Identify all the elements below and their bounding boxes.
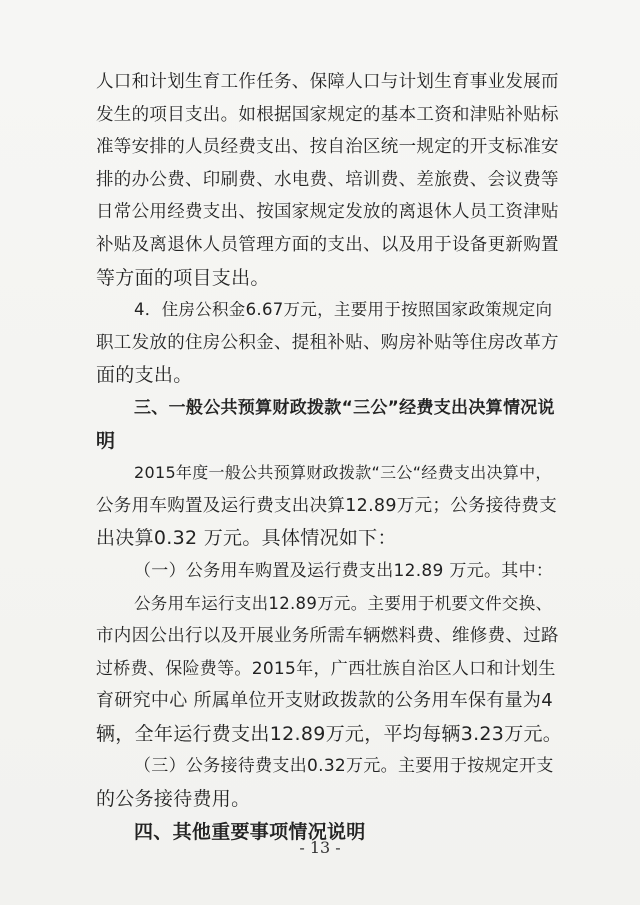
text-line: 出决算0.32 万元。具体情况如下： xyxy=(96,527,397,550)
text-line: 日常公用经费支出、按国家规定发放的离退休人员工资津贴 xyxy=(96,202,559,223)
text-line: 市内因公出行以及开展业务所需车辆燃料费、维修费、过路 xyxy=(96,626,559,647)
section-heading: 三、一般公共预算财政拨款“三公”经费支出决算情况说 xyxy=(134,397,555,418)
text-line: （三）公务接待费支出0.32万元。主要用于按规定开支 xyxy=(134,756,554,777)
text-line: 4．住房公积金6.67万元，主要用于按照国家政策规定向 xyxy=(134,300,553,320)
section-heading: 四、其他重要事项情况说明 xyxy=(134,820,366,843)
page-number: - 13 - xyxy=(299,838,341,857)
text-line: 过桥费、保险费等。2015年，广西壮族自治区人口和计划生 xyxy=(96,658,556,679)
text-line: 发生的项目支出。如根据国家规定的基本工资和津贴补贴标 xyxy=(96,104,559,125)
text-line: （一）公务用车购置及运行费支出12.89 万元。其中： xyxy=(134,560,554,581)
text-line: 的公务接待费用。 xyxy=(96,788,251,811)
text-line: 2015年度一般公共预算财政拨款“三公“经费支出决算中， xyxy=(134,463,552,483)
text-line: 等方面的项目支出。 xyxy=(96,266,270,289)
section-heading: 明 xyxy=(96,429,116,452)
text-line: 职工发放的住房公积金、提租补贴、购房补贴等住房改革方 xyxy=(96,332,559,353)
document-body xyxy=(96,66,564,848)
text-line: 公务用车购置及运行费支出决算12.89万元；公务接待费支 xyxy=(96,495,557,516)
text-line: 准等安排的人员经费支出、按自治区统一规定的开支标准安 xyxy=(96,137,559,158)
text-line: 排的办公费、印刷费、水电费、培训费、差旅费、会议费等 xyxy=(96,169,559,190)
text-line: 公务用车运行支出12.89万元。主要用于机要文件交换、 xyxy=(134,593,553,613)
text-line: 育研究中心 所属单位开支财政拨款的公务用车保有量为4 xyxy=(96,690,553,712)
text-line: 人口和计划生育工作任务、保障人口与计划生育事业发展而 xyxy=(96,72,559,92)
text-line: 补贴及离退休人员管理方面的支出、以及用于设备更新购置 xyxy=(96,234,559,255)
text-line: 辆，全年运行费支出12.89万元，平均每辆3.23万元。 xyxy=(96,722,563,745)
text-line: 面的支出。 xyxy=(96,364,193,387)
